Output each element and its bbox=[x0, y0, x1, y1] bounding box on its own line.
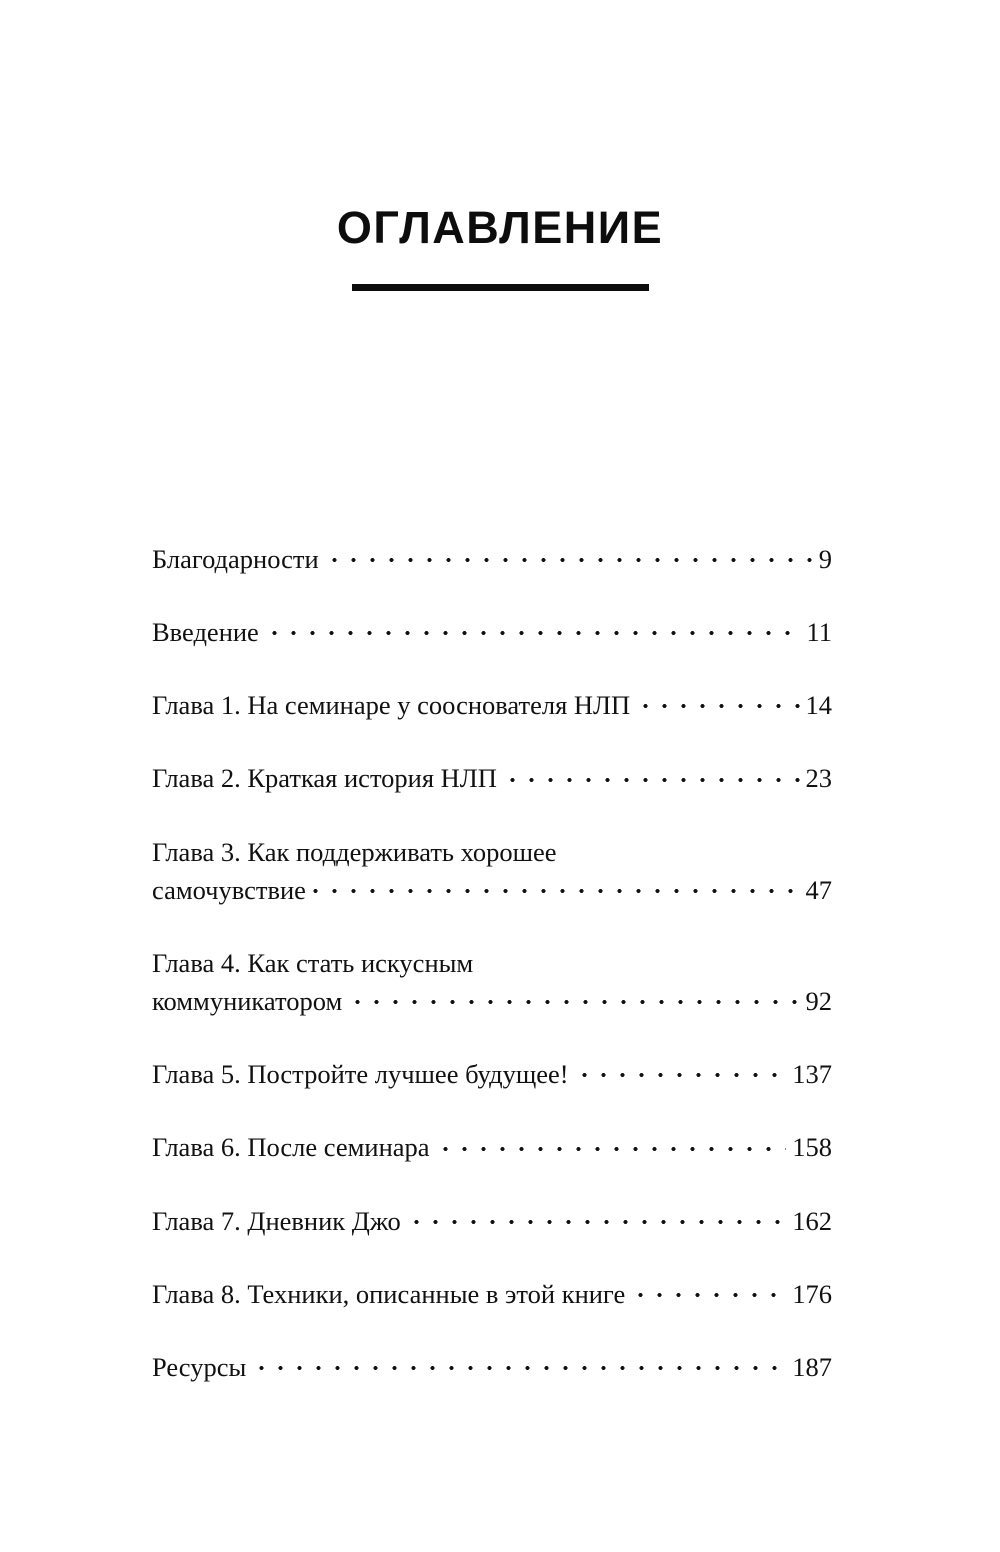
toc-entry-label: Глава 2. Краткая история НЛП bbox=[152, 763, 497, 794]
toc-leader-dots bbox=[636, 688, 799, 715]
toc-entry-list bbox=[152, 540, 832, 1386]
toc-leader-dots bbox=[265, 615, 801, 642]
toc-entry[interactable] bbox=[152, 833, 832, 909]
toc-leader-dots bbox=[325, 542, 813, 569]
toc-entry-row bbox=[152, 1348, 832, 1386]
toc-entry-label: Глава 8. Техники, описанные в этой книге bbox=[152, 1278, 626, 1309]
toc-entry-page-number: 47 bbox=[805, 874, 832, 905]
toc-entry-page-number: 187 bbox=[792, 1351, 832, 1382]
toc-leader-dots bbox=[348, 984, 799, 1011]
toc-entry-page-number: 14 bbox=[805, 690, 832, 721]
toc-entry-row bbox=[152, 1275, 832, 1313]
toc-entry[interactable] bbox=[152, 1055, 832, 1093]
toc-entry[interactable] bbox=[152, 1348, 832, 1386]
title-underline-rule bbox=[352, 284, 649, 291]
toc-leader-dots bbox=[631, 1276, 786, 1303]
toc-leader-dots bbox=[407, 1203, 787, 1230]
toc-entry-page-number: 137 bbox=[792, 1059, 832, 1090]
toc-entry[interactable] bbox=[152, 759, 832, 797]
toc-entry[interactable] bbox=[152, 686, 832, 724]
toc-entry-label-continued: самочувствие bbox=[152, 874, 306, 905]
toc-entry-row bbox=[152, 982, 832, 1020]
toc-entry-row bbox=[152, 613, 832, 651]
toc-entry-row bbox=[152, 759, 832, 797]
toc-leader-dots bbox=[306, 872, 800, 899]
page-title: ОГЛАВЛЕНИЕ bbox=[336, 202, 664, 253]
toc-entry[interactable] bbox=[152, 613, 832, 651]
toc-entry-label: Глава 3. Как поддерживать хорошее bbox=[152, 836, 557, 867]
toc-entry-label-continued: коммуникатором bbox=[152, 986, 343, 1017]
toc-leader-dots bbox=[436, 1130, 787, 1157]
toc-entry-page-number: 92 bbox=[805, 986, 832, 1017]
toc-entry-page-number: 23 bbox=[805, 763, 832, 794]
toc-entry-label: Глава 7. Дневник Джо bbox=[152, 1205, 401, 1236]
toc-leader-dots bbox=[503, 761, 800, 788]
toc-entry[interactable] bbox=[152, 1202, 832, 1240]
toc-entry-row bbox=[152, 871, 832, 909]
toc-entry-page-number: 162 bbox=[792, 1205, 832, 1236]
toc-entry[interactable] bbox=[152, 944, 832, 1020]
page-title-block bbox=[0, 202, 1000, 291]
toc-entry-page-number: 9 bbox=[818, 544, 832, 574]
toc-leader-dots bbox=[575, 1057, 787, 1084]
toc-entry-label: Глава 5. Постройте лучшее будущее! bbox=[152, 1059, 569, 1090]
toc-entry-label: Благодарности bbox=[152, 544, 319, 574]
toc-entry[interactable] bbox=[152, 1275, 832, 1313]
toc-entry[interactable] bbox=[152, 1128, 832, 1166]
toc-entry-page-number: 11 bbox=[806, 617, 832, 648]
toc-entry-row bbox=[152, 1055, 832, 1093]
toc-entry-row bbox=[152, 686, 832, 724]
toc-entry-row bbox=[152, 1128, 832, 1166]
toc-entry-row bbox=[152, 1202, 832, 1240]
toc-entry-row bbox=[152, 540, 832, 578]
toc-entry-page-number: 176 bbox=[792, 1278, 832, 1309]
toc-entry-label: Глава 6. После семинара bbox=[152, 1132, 430, 1163]
toc-entry-page-number: 158 bbox=[792, 1132, 832, 1163]
toc-entry-label: Глава 1. На семинаре у сооснователя НЛП bbox=[152, 690, 631, 721]
toc-leader-dots bbox=[252, 1349, 786, 1376]
toc-entry[interactable] bbox=[152, 540, 832, 578]
toc-entry-label: Глава 4. Как стать искусным bbox=[152, 947, 474, 978]
toc-entry-label: Ресурсы bbox=[152, 1351, 247, 1382]
toc-entry-label: Введение bbox=[152, 617, 259, 648]
